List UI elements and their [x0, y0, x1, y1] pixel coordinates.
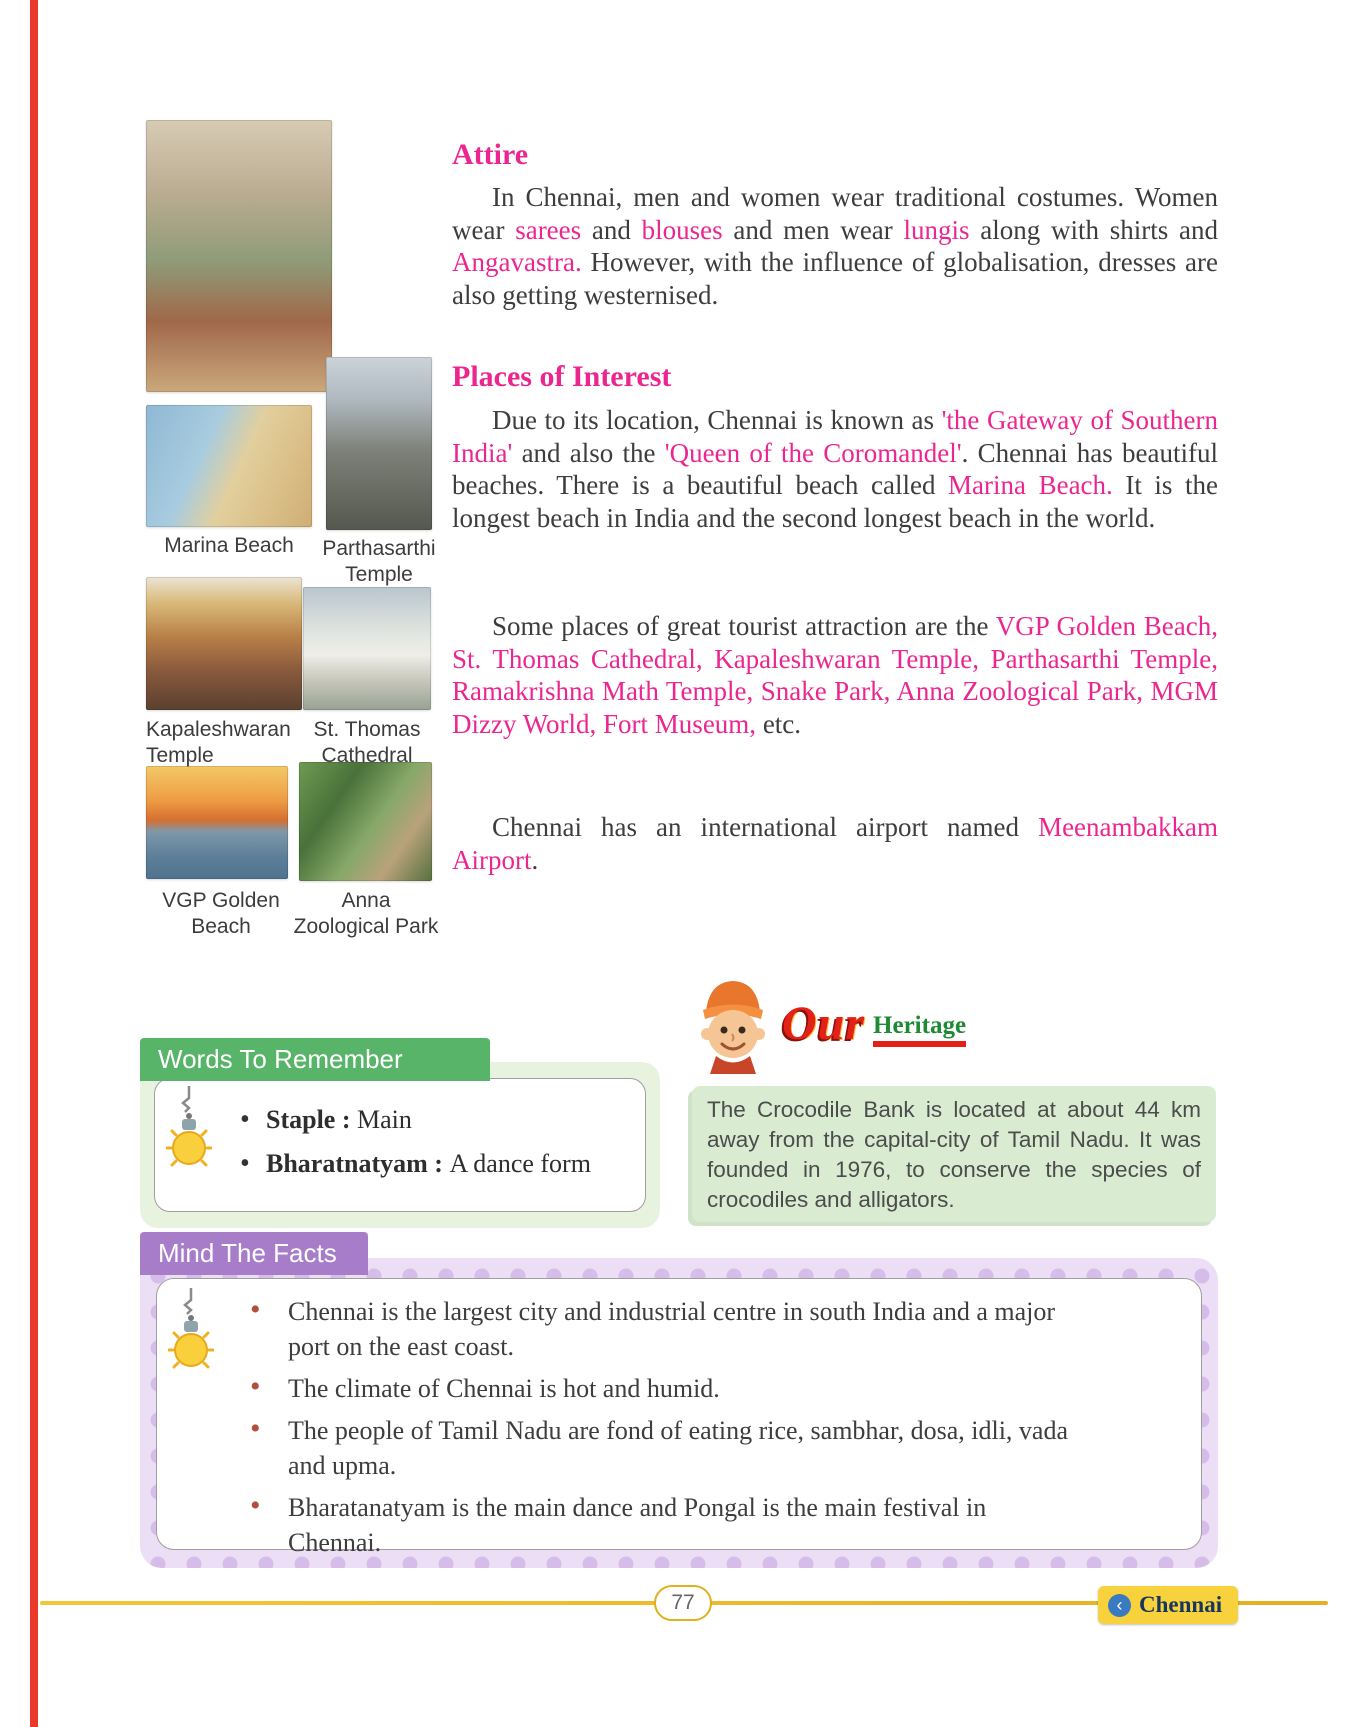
facts-list — [250, 1294, 1080, 1567]
photo-anna-zoological-park — [299, 762, 432, 881]
mind-the-facts-header: Mind The Facts — [140, 1232, 368, 1275]
our-heritage-box — [692, 1086, 1216, 1222]
caption-st-thomas-cathedral: St. Thomas Cathedral — [313, 718, 421, 767]
photo-marina-beach — [146, 405, 312, 527]
caption-anna-zoological-park: Anna Zoological Park — [293, 889, 439, 938]
word-item — [240, 1098, 640, 1142]
fact-item: • Chennai is the largest city and industrial centre in south India and a major port on the east coast. — [250, 1294, 1080, 1364]
word-definition: Main — [357, 1105, 412, 1134]
boy-mascot-icon — [688, 972, 778, 1077]
fact-item: • The people of Tamil Nadu are fond of eating rice, sambhar, dosa, idli, vada and upma. — [250, 1413, 1080, 1483]
attire-paragraph: In Chennai, men and women wear traditional costumes. Women wear sarees and blouses and men wear lungis along with shirts and Angavastra. However, with the influence of globalisation, dresses are also getting westernised. — [452, 182, 1218, 310]
our-heritage-logo — [782, 996, 966, 1053]
photo-kapaleshwaran-temple — [146, 577, 302, 710]
word-term: Bharatnatyam : — [266, 1149, 450, 1178]
word-definition: A dance form — [449, 1149, 591, 1178]
page-number: 77 — [654, 1585, 712, 1621]
words-list — [240, 1098, 640, 1186]
bulb-icon — [168, 1288, 214, 1384]
our-heritage-text: The Crocodile Bank is located at about 44 km away from the capital-city of Tamil Nadu. It was founded in 1976, to conserve the species of crocodiles and alligators. — [707, 1097, 1201, 1212]
words-to-remember-header: Words To Remember — [140, 1038, 490, 1081]
photo-traditional-attire-couple — [146, 120, 332, 392]
our-heritage-logo-our: Our — [782, 997, 866, 1050]
word-term: Staple : — [266, 1105, 357, 1134]
caption-kapaleshwaran-temple: Kapaleshwaran Temple — [146, 718, 291, 767]
bulb-icon — [166, 1086, 212, 1182]
caption-vgp-golden-beach: VGP Golden Beach — [162, 889, 280, 938]
our-heritage-logo-heritage: Heritage — [873, 1012, 966, 1047]
caption-parthasarthi-temple: Parthasarthi Temple — [322, 537, 436, 586]
airport-paragraph: Chennai has an international airport named Meenambakkam Airport. — [452, 812, 1218, 875]
word-item — [240, 1142, 640, 1186]
margin-strip — [30, 0, 38, 1727]
fact-item: • Bharatanatyam is the main dance and Pongal is the main festival in Chennai. — [250, 1490, 1080, 1560]
photo-parthasarthi-temple — [326, 357, 432, 530]
attire-heading: Attire — [452, 138, 529, 171]
photo-vgp-golden-beach — [146, 766, 288, 879]
chapter-badge-label: Chennai — [1139, 1592, 1223, 1617]
places-of-interest-heading: Places of Interest — [452, 360, 672, 393]
chevron-left-icon: ‹ — [1108, 1594, 1131, 1617]
photo-st-thomas-cathedral — [303, 587, 431, 710]
places-intro-paragraph: Due to its location, Chennai is known as 'the Gateway of Southern India' and also the 'Queen of the Coromandel'. Chennai has beautiful beaches. There is a beautiful beach called Marina Beach. It is the longest beach in India and the second longest beach in the world. — [452, 405, 1218, 533]
attractions-paragraph: Some places of great tourist attraction are the VGP Golden Beach, St. Thomas Cathedral, Kapaleshwaran Temple, Parthasarthi Temple, Ramakrishna Math Temple, Snake Park, Anna Zoological Park, MGM Dizzy World, Fort Museum, etc. — [452, 611, 1218, 739]
caption-marina-beach: Marina Beach — [164, 534, 294, 557]
fact-item: • The climate of Chennai is hot and humid. — [250, 1371, 1080, 1406]
chapter-badge[interactable] — [1098, 1586, 1238, 1624]
